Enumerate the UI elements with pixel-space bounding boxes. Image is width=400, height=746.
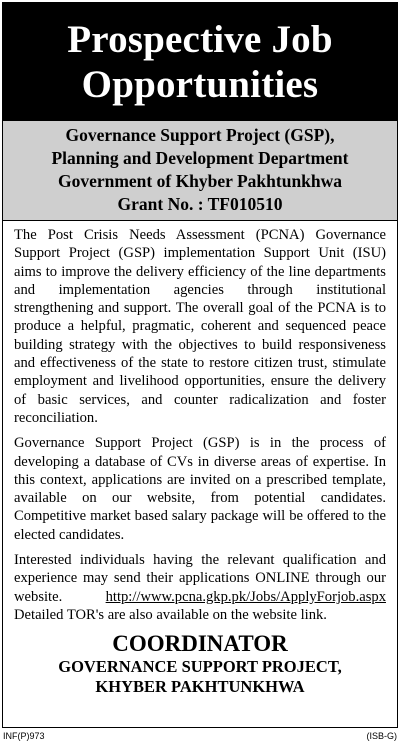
signatory-org-line-1: GOVERNANCE SUPPORT PROJECT, — [58, 657, 342, 677]
ad-region-code: (ISB-G) — [366, 731, 397, 741]
signatory-title: COORDINATOR — [112, 631, 288, 657]
ad-header — [3, 3, 397, 121]
apply-link[interactable]: http://www.pcna.gkp.pk/Jobs/ApplyForjob.aspx — [105, 588, 386, 605]
paragraph-database: Governance Support Project (GSP) is in the process of developing a database of CVs in diverse areas of expertise. In this context, applications are invited on a prescribed template, available on our website, from potential candidates. Competitive market based salary package will be offered to the elected candidates. — [14, 435, 386, 543]
apply-text: Interested individuals having the relevant qualification and experience may send their applications ONLINE through our website. — [14, 552, 386, 605]
department-name: Planning and Development Department — [51, 148, 349, 168]
government-name: Government of Khyber Pakhtunkhwa — [57, 171, 343, 191]
headline-line-1: Prospective Job — [67, 18, 333, 61]
organization-block — [3, 121, 397, 221]
tor-text: Detailed TOR's are also available on the website link. — [14, 606, 327, 623]
paragraph-apply — [14, 551, 386, 624]
ad-body — [3, 221, 397, 624]
ad-reference-code: INF(P)973 — [3, 731, 45, 741]
headline-line-2: Opportunities — [81, 63, 319, 106]
project-name: Governance Support Project (GSP), — [65, 125, 335, 145]
grant-number: Grant No. : TF010510 — [117, 194, 283, 214]
job-advertisement — [2, 2, 398, 728]
ad-footer — [3, 730, 397, 742]
paragraph-pcna: The Post Crisis Needs Assessment (PCNA) Governance Support Project (GSP) implementation Support Unit (ISU) aims to improve the delivery efficiency of the line departments and implementation agencies through institutional strengthening and support. The overall goal of the PCNA is to produce a helpful, pragmatic, coherent and sequenced peace building strategy with the objectives to build responsiveness and effectiveness of the state to restore citizen trust, stimulate employment and livelihood opportunities, ensure the delivery of basic services, and counter radicalization and foster reconciliation. — [14, 227, 386, 426]
signatory-org-line-2: KHYBER PAKHTUNKHWA — [95, 677, 305, 697]
